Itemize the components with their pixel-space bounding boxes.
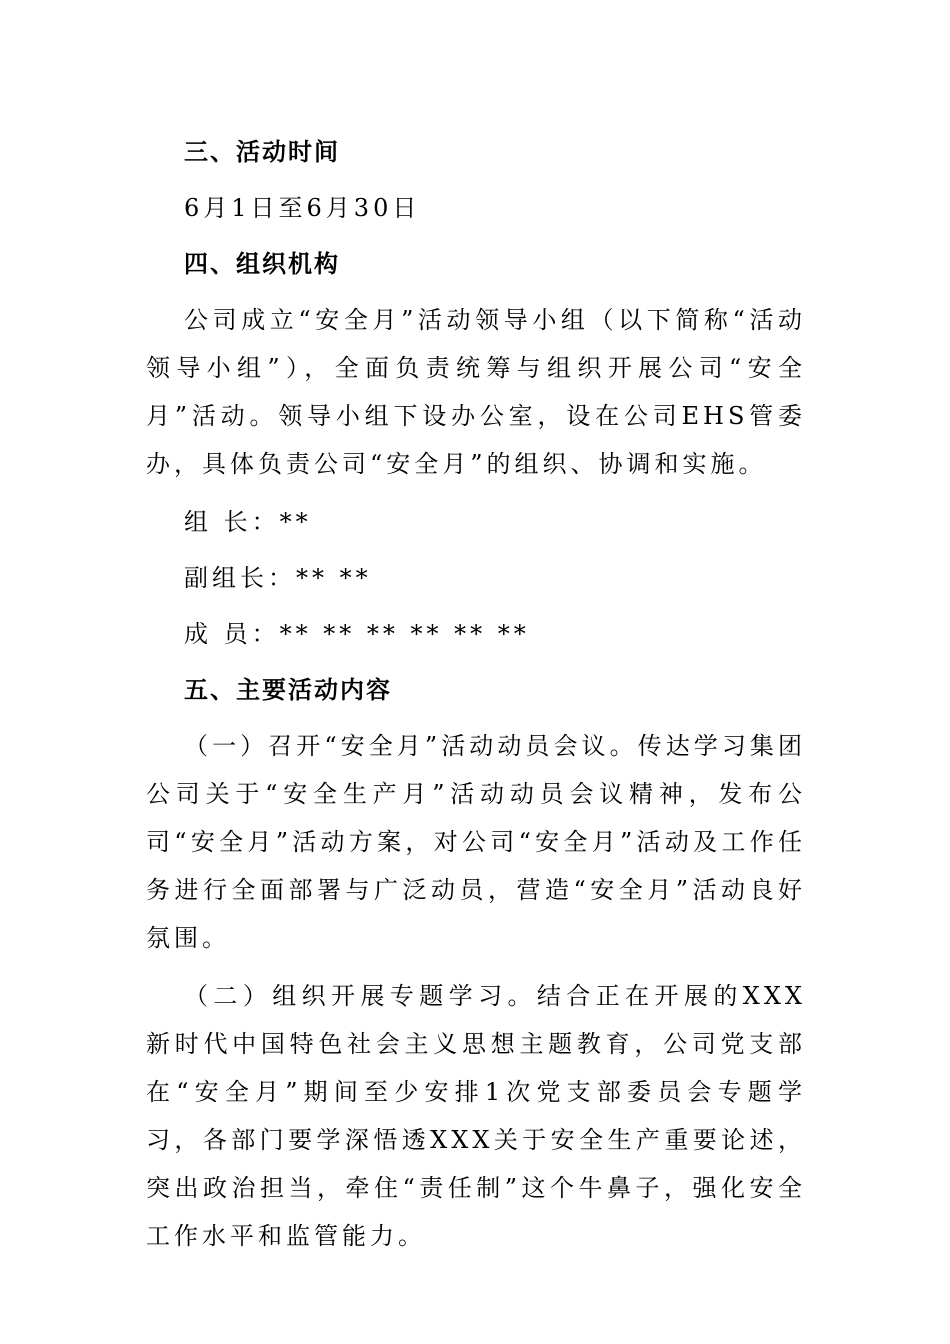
activity-item-1: （一）召开“安全月”活动动员会议。传达学习集团公司关于“安全生产月”活动动员会议精神，发布公司“安全月”活动方案，对公司“安全月”活动及工作任务进行全面部署与广泛动员，营造“安全月”活动良好氛围。 [146,732,806,952]
document-body [146,128,806,1270]
organization-paragraph: 公司成立“安全月”活动领导小组（以下简称“活动领导小组”），全面负责统筹与组织开展公司“安全月”活动。领导小组下设办公室，设在公司EHS管委办，具体负责公司“安全月”的组织、协调和实施。 [146,306,806,478]
section-heading-activity-time: 三、活动时间 [184,138,340,166]
deputy-leader-line: 副组长：** ** [184,564,372,592]
activity-time-text: 6月1日至6月30日 [184,194,421,222]
section-heading-main-activities: 五、主要活动内容 [184,676,392,704]
activity-item-2: （二）组织开展专题学习。结合正在开展的XXX新时代中国特色社会主义思想主题教育，公司党支部在“安全月”期间至少安排1次党支部委员会专题学习，各部门要学深悟透XXX关于安全生产重要论述，突出政治担当，牵住“责任制”这个牛鼻子，强化安全工作水平和监管能力。 [146,982,806,1250]
group-leader-line: 组 长：** [184,508,312,536]
section-heading-organization: 四、组织机构 [184,250,340,278]
members-line: 成 员：** ** ** ** ** ** [184,620,530,648]
